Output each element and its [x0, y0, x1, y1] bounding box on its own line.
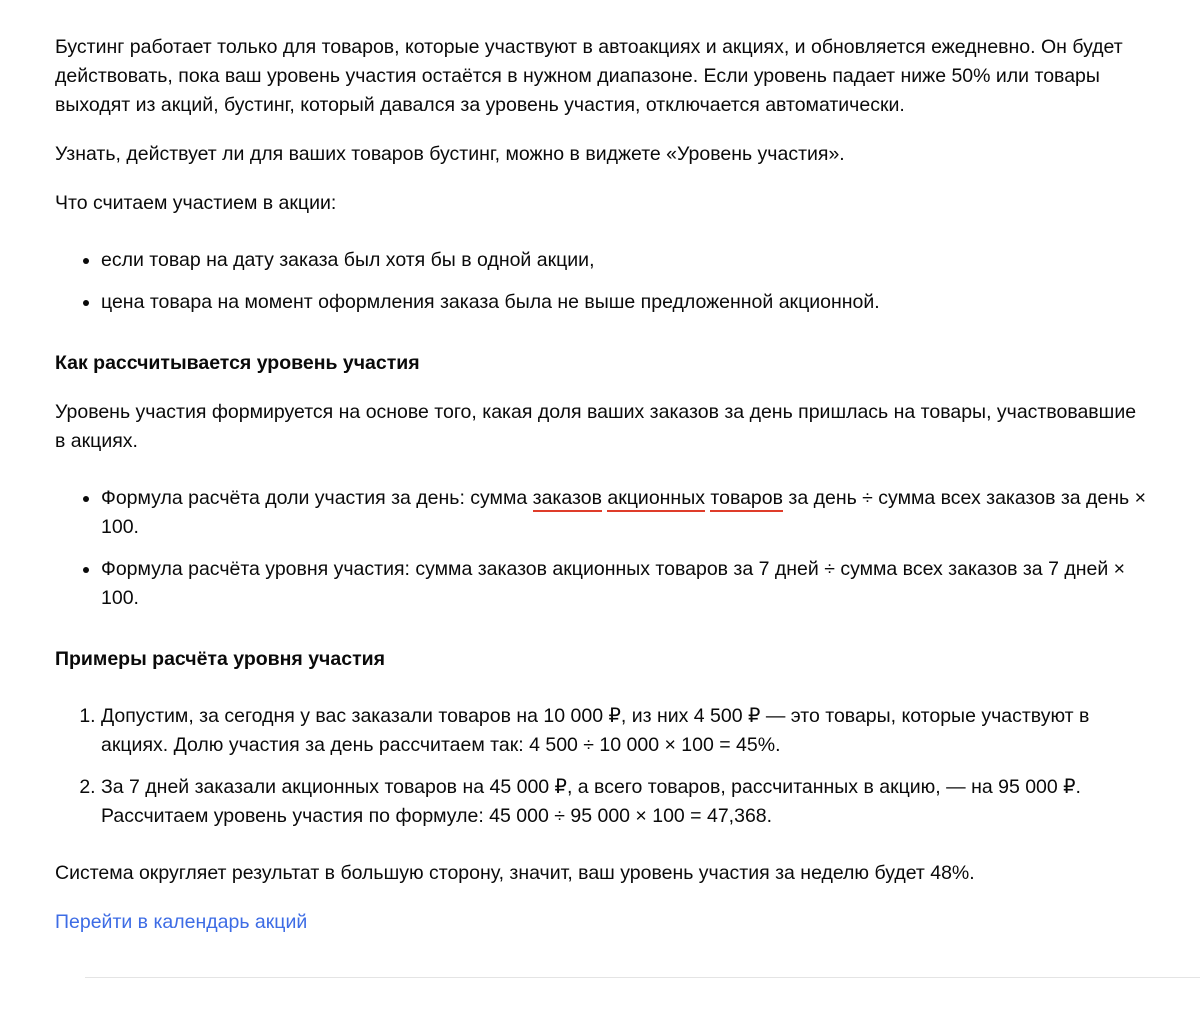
red-underlined-word: заказов	[533, 487, 602, 512]
participation-intro-paragraph: Что считаем участием в акции:	[55, 192, 337, 214]
examples-heading: Примеры расчёта уровня участия	[55, 648, 385, 670]
list-item: • цена товара на момент оформления заказа была не выше предложенной акционной.	[101, 288, 1148, 317]
examples-list	[55, 702, 1148, 831]
calc-intro-paragraph: Уровень участия формируется на основе того, какая доля ваших заказов за день пришлась на товары, участвовавшие в акциях.	[55, 401, 1137, 452]
formula-text: за день ÷ сумма всех заказов за день × 100.	[101, 487, 1147, 538]
formula-week-item: • Формула расчёта уровня участия: сумма заказов акционных товаров за 7 дней ÷ сумма всех заказов за 7 дней × 100.	[101, 555, 1148, 613]
intro-paragraph: Бустинг работает только для товаров, которые участвуют в автоакциях и акциях, и обновляется ежедневно. Он будет действовать, пока ваш уровень участия остаётся в нужном диапазоне. Если уровень падает ниже 50% или товары выходят из акций, бустинг, который давался за уровень участия, отключается автоматически.	[55, 36, 1123, 116]
list-item: • если товар на дату заказа был хотя бы в одной акции,	[101, 246, 1148, 275]
example-item: 2. За 7 дней заказали акционных товаров на 45 000 ₽, а всего товаров, рассчитанных в акцию, — на 95 000 ₽. Рассчитаем уровень участия по формуле: 45 000 ÷ 95 000 × 100 = 47,368.	[101, 773, 1148, 831]
promo-calendar-link[interactable]: Перейти в календарь акций	[55, 911, 308, 933]
formula-text: Формула расчёта доли участия за день: сумма	[101, 487, 533, 509]
help-article	[55, 33, 1148, 978]
bottom-divider	[85, 977, 1200, 978]
example-item: 1. Допустим, за сегодня у вас заказали товаров на 10 000 ₽, из них 4 500 ₽ — это товары, которые участвуют в акциях. Долю участия за день рассчитаем так: 4 500 ÷ 10 000 × 100 = 45%.	[101, 702, 1148, 760]
calendar-link-row	[55, 908, 1148, 937]
calc-heading: Как рассчитывается уровень участия	[55, 352, 420, 374]
red-underlined-word: товаров	[710, 487, 783, 512]
formula-list	[55, 484, 1148, 613]
formula-day-item	[101, 484, 1148, 542]
rounding-note-paragraph: Система округляет результат в большую сторону, значит, ваш уровень участия за неделю будет 48%.	[55, 862, 975, 884]
red-underlined-word: акционных	[607, 487, 705, 512]
participation-list	[55, 246, 1148, 317]
widget-note-paragraph: Узнать, действует ли для ваших товаров бустинг, можно в виджете «Уровень участия».	[55, 143, 845, 165]
